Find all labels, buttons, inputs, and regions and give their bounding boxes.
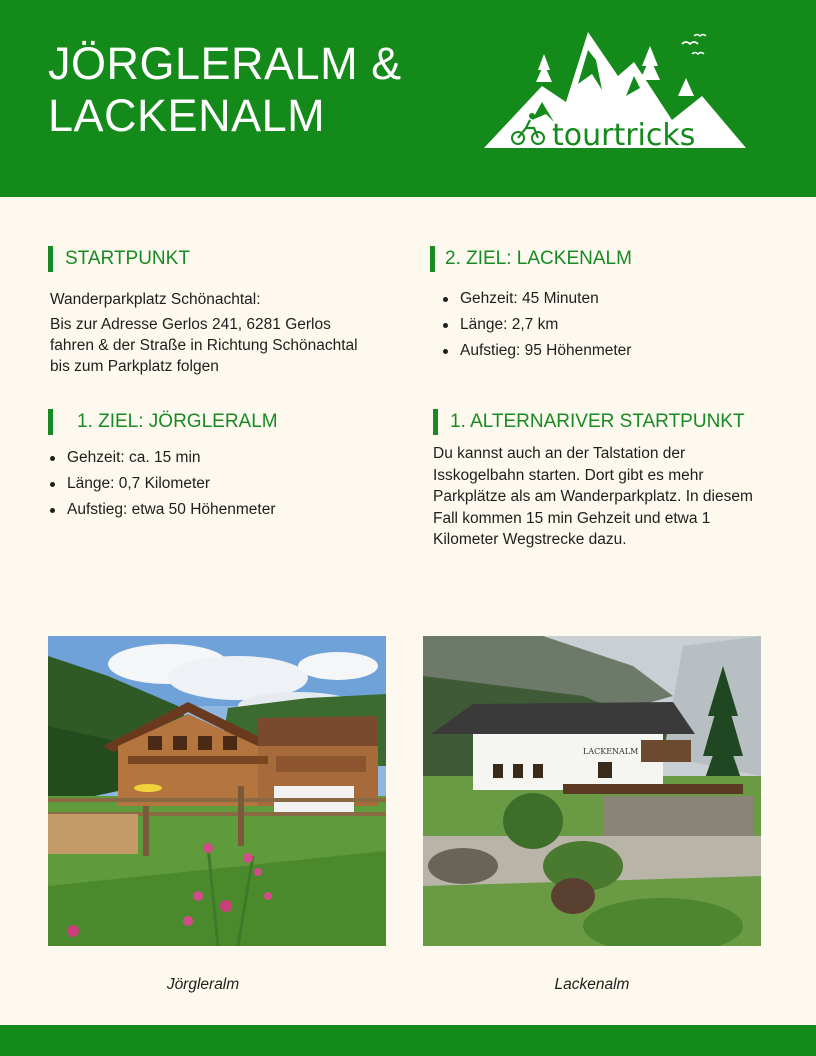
section-heading-ziel2 [430,246,632,272]
startpunkt-location: Wanderparkplatz Schönachtal: [50,291,261,308]
photo-lackenalm [423,636,761,946]
startpunkt-heading: STARTPUNKT [65,248,190,269]
footer-bar [0,1025,816,1056]
ziel2-list [441,286,631,364]
list-item: Gehzeit: ca. 15 min [48,445,276,471]
heading-bar [433,409,438,435]
page-title [48,38,402,142]
caption-joergleralm: Jörgleralm [166,976,240,993]
heading-bar [48,246,53,272]
list-item: Länge: 0,7 Kilometer [48,471,276,497]
startpunkt-text [50,289,370,377]
heading-bar [48,409,53,435]
logo-wordmark: tourtricks [552,118,696,153]
lackenalm-sign: LACKENALM [583,747,639,756]
section-heading-alt-start [433,409,745,435]
photo-joergleralm [48,636,386,946]
title-line-2: LACKENALM [48,90,326,141]
caption-lackenalm: Lackenalm [554,976,630,993]
heading-bar [430,246,435,272]
section-heading-startpunkt [48,246,190,272]
alt-start-heading: 1. ALTERNARIVER STARTPUNKT [450,411,745,432]
list-item: Aufstieg: etwa 50 Höhenmeter [48,497,276,523]
startpunkt-directions: Bis zur Adresse Gerlos 241, 6281 Gerlos fahren & der Straße in Richtung Schönachtal bis zum Parkplatz folgen [50,316,358,375]
tourtricks-logo [480,24,752,154]
title-line-1: JÖRGLERALM & [48,38,402,89]
list-item: Länge: 2,7 km [441,312,631,338]
ziel2-heading: 2. ZIEL: LACKENALM [445,248,632,269]
ziel1-list [48,445,276,523]
header-banner [0,0,816,197]
list-item: Aufstieg: 95 Höhenmeter [441,338,631,364]
list-item: Gehzeit: 45 Minuten [441,286,631,312]
section-heading-ziel1 [48,409,278,435]
ziel1-heading: 1. ZIEL: JÖRGLERALM [77,411,278,432]
alt-start-text: Du kannst auch an der Talstation der Isskogelbahn starten. Dort gibt es mehr Parkplätze als am Wanderparkplatz. In diesem Fall kommen 15 min Gehzeit und etwa 1 Kilometer Wegstrecke dazu. [433,445,753,548]
